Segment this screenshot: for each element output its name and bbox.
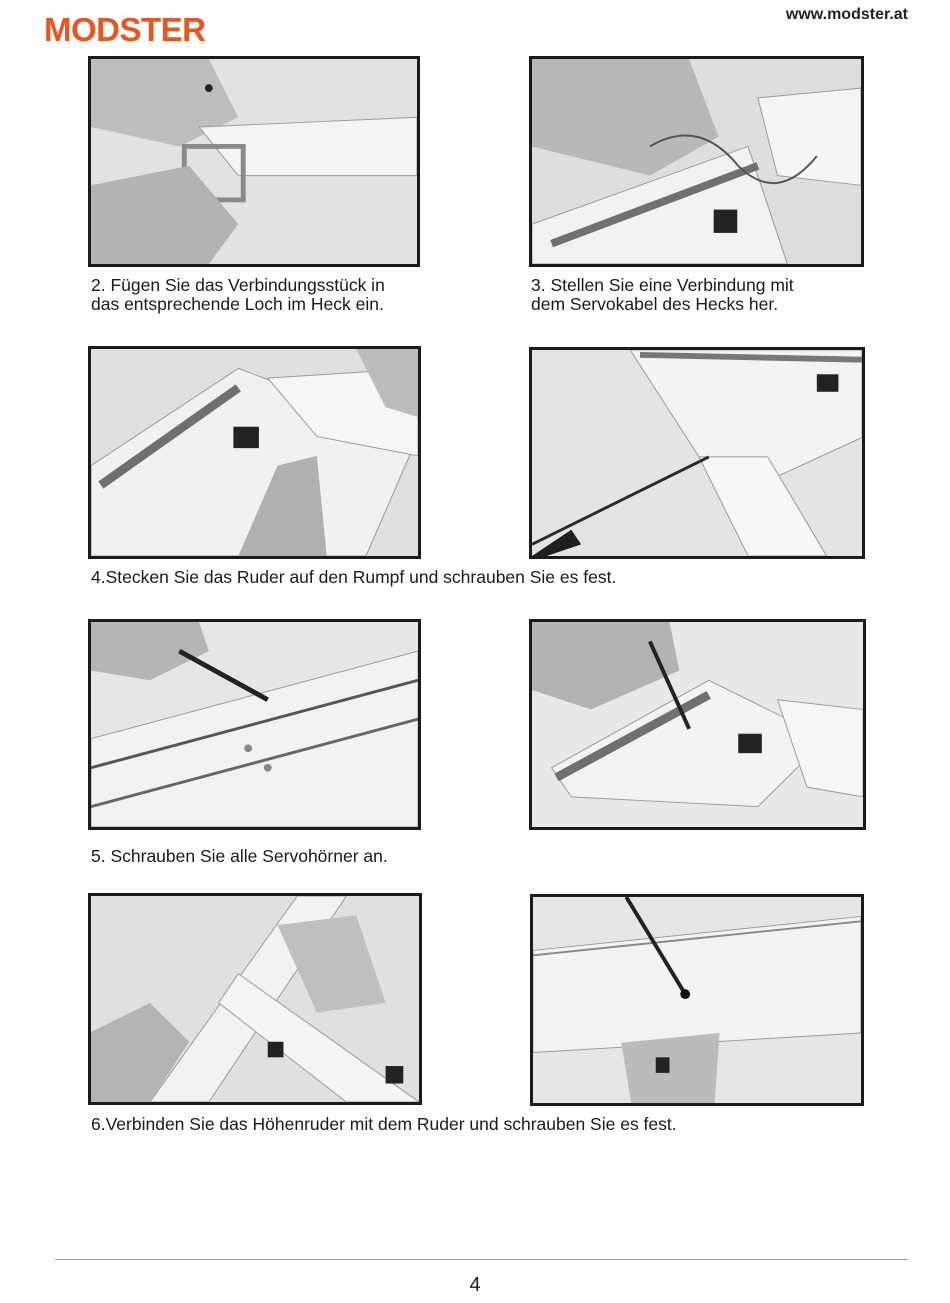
step-3-caption: 3. Stellen Sie eine Verbindung mit dem Servokabel des Hecks her. — [531, 275, 794, 314]
photo-attach-rudder-1 — [88, 346, 421, 559]
photo-screw-servo-horns-1 — [88, 619, 421, 830]
step-6-caption: 6.Verbinden Sie das Höhenruder mit dem Ruder und schrauben Sie es fest. — [91, 1114, 677, 1134]
footer-divider — [55, 1259, 908, 1260]
step-4-caption: 4.Stecken Sie das Ruder auf den Rumpf und schrauben Sie es fest. — [91, 567, 617, 587]
photo-join-elevator-2 — [530, 894, 864, 1106]
page-number: 4 — [469, 1274, 481, 1296]
step-5-caption: 5. Schrauben Sie alle Servohörner an. — [91, 846, 388, 866]
website-url[interactable]: www.modster.at — [785, 6, 908, 23]
photo-connect-servo-cable — [529, 56, 864, 267]
photo-screw-servo-horns-2 — [529, 619, 866, 830]
brand-logo: MODSTER — [44, 11, 206, 48]
photo-attach-rudder-2 — [529, 347, 865, 559]
photo-insert-connector — [88, 56, 420, 267]
step-2-caption: 2. Fügen Sie das Verbindungsstück in das entsprechende Loch im Heck ein. — [91, 275, 385, 314]
photo-join-elevator-1 — [88, 893, 422, 1105]
